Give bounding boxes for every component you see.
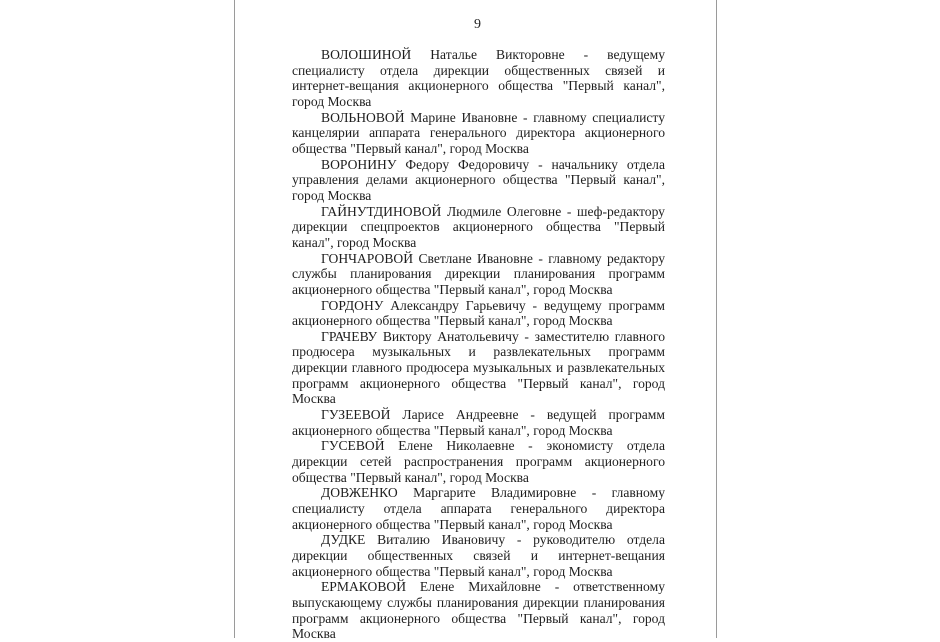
entry-surname: ВОЛОШИНОЙ xyxy=(321,47,412,62)
document-page xyxy=(234,0,717,642)
list-item xyxy=(292,298,665,329)
entry-details: Маргарите Владимировне - главному специалисту отдела аппарата генерального директора акционерного общества "Первый канал", город Москва xyxy=(292,485,665,532)
entry-surname: ГУСЕВОЙ xyxy=(321,438,385,454)
entry-surname: ВОЛЬНОВОЙ xyxy=(321,109,405,125)
entry-surname: ВОРОНИНУ xyxy=(321,156,397,172)
list-item xyxy=(292,157,665,204)
entry-surname: ДУДКЕ xyxy=(321,532,366,548)
entry-details: Светлане Ивановне - главному редактору службы планирования дирекции планирования программ акционерного общества "Первый канал", город Москва xyxy=(292,250,665,297)
entry-details: Александру Гарьевичу - ведущему программ акционерного общества "Первый канал", город Москва xyxy=(292,297,665,329)
list-item xyxy=(292,204,665,251)
entry-surname: ГАЙНУТДИНОВОЙ xyxy=(321,203,442,219)
list-item xyxy=(292,407,665,438)
list-item xyxy=(292,485,665,532)
entry-details: Елене Михайловне - ответственному выпускающему службы планирования дирекции планирования программ акционерного общества "Первый канал", город Москва xyxy=(292,579,665,642)
entry-surname: ГОРДОНУ xyxy=(321,297,384,313)
list-item xyxy=(292,579,665,642)
entry-details: Людмиле Олеговне - шеф-редактору дирекции спецпроектов акционерного общества "Первый канал", город Москва xyxy=(292,203,665,250)
entry-surname: ДОВЖЕНКО xyxy=(321,485,398,501)
list-item xyxy=(292,251,665,298)
entry-surname: ГУЗЕЕВОЙ xyxy=(321,407,391,423)
document-body xyxy=(292,47,665,642)
entry-details: Виталию Ивановичу - руководителю отдела дирекции общественных связей и интернет-вещания акционерного общества "Первый канал", город Москва xyxy=(292,532,665,579)
entry-details: Ларисе Андреевне - ведущей программ акционерного общества "Первый канал", город Москва xyxy=(292,407,665,438)
page-number: 9 xyxy=(474,17,481,32)
entry-details: Марине Ивановне - главному специалисту канцелярии аппарата генерального директора акционерного общества "Первый канал", город Москва xyxy=(292,109,665,156)
list-item xyxy=(292,329,665,407)
list-item xyxy=(292,532,665,579)
entry-surname: ЕРМАКОВОЙ xyxy=(321,579,407,595)
list-item xyxy=(292,47,665,110)
entry-surname: ГОНЧАРОВОЙ xyxy=(321,250,414,266)
entry-details: Федору Федоровичу - начальнику отдела управления делами акционерного общества "Первый канал", город Москва xyxy=(292,156,665,203)
list-item xyxy=(292,110,665,157)
entry-surname: ГРАЧЕВУ xyxy=(321,328,378,344)
entry-details: Елене Николаевне - экономисту отдела дирекции сетей распространения программ акционерного общества "Первый канал", город Москва xyxy=(292,438,665,485)
list-item xyxy=(292,438,665,485)
entry-details: Виктору Анатольевичу - заместителю главного продюсера музыкальных и развлекательных программ дирекции главного продюсера музыкальных и развлекательных программ акционерного общества "Первый канал", город Москва xyxy=(292,328,666,407)
entry-details: Наталье Викторовне - ведущему специалисту отдела дирекции общественных связей и интернет-вещания акционерного общества "Первый канал", город Москва xyxy=(292,47,665,109)
